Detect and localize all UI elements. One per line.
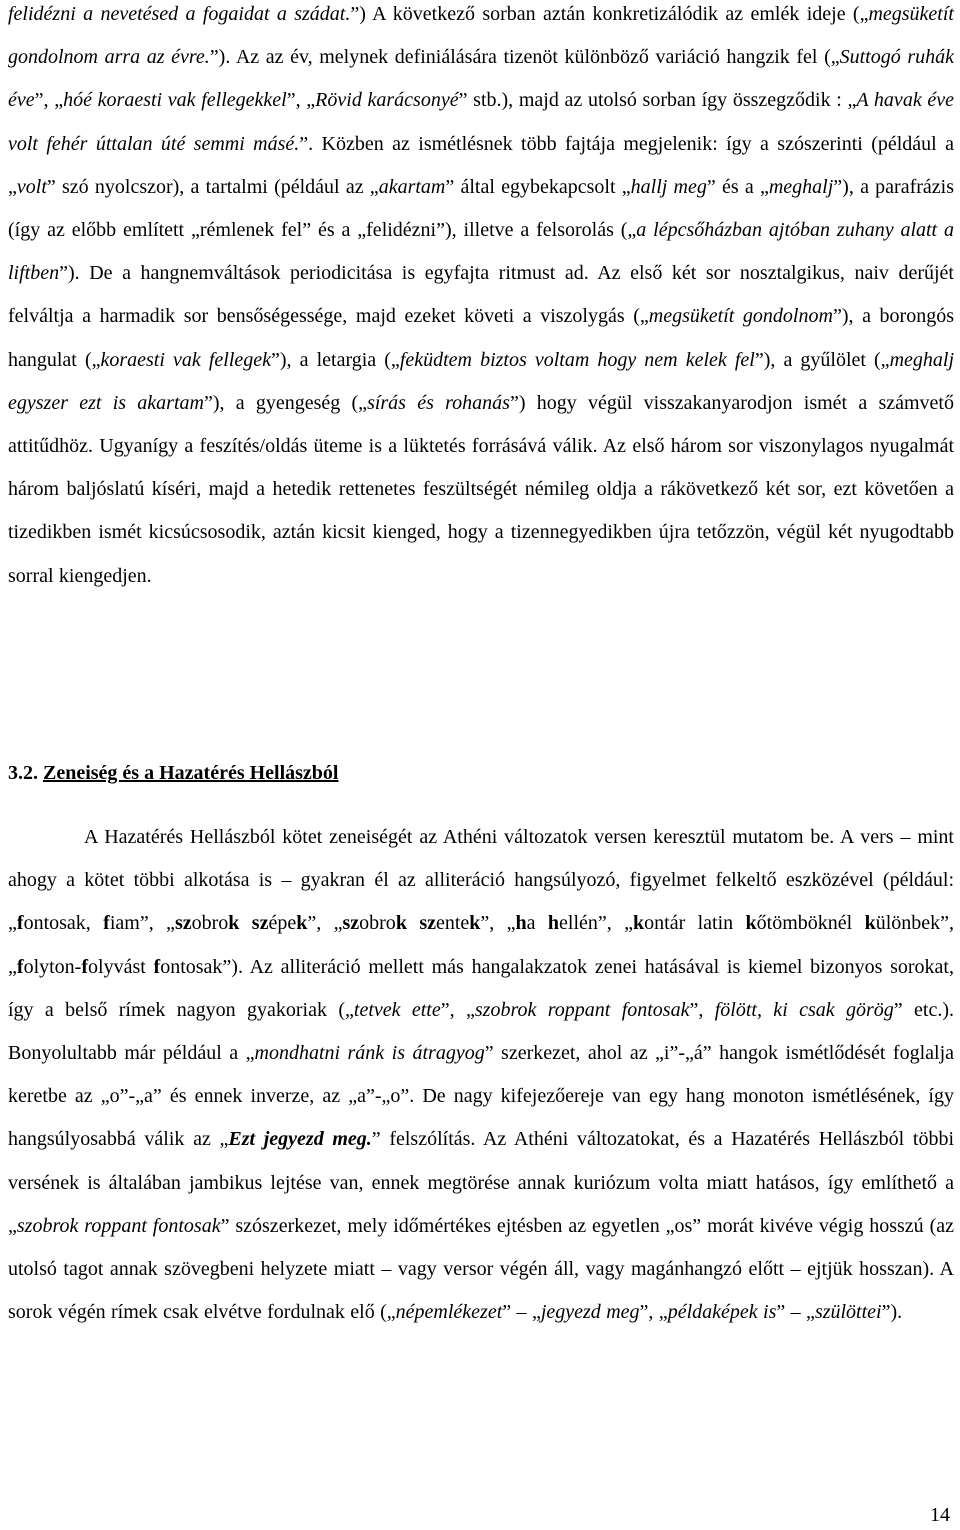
- body-paragraph-2: [8, 816, 954, 1334]
- section-number: 3.2.: [8, 762, 38, 784]
- body-paragraph-1: felidézni a nevetésed a fogaidat a szádat.”) A következő sorban aztán konkretizálódik az emlék ideje („megsüketít gondolnom arra az évre.”). Az az év, melynek definiálására tizenöt különböző variáció hangzik fel („Suttogó ruhák éve”, „hóé koraesti vak fellegekkel”, „Rövid karácsonyé” stb.), majd az utolsó sorban így összegződik : „A havak éve volt fehér úttalan úté semmi másé.”. Közben az ismétlésnek több fajtája megjelenik: így a szószerinti (például a „volt” szó nyolcszor), a tartalmi (például az „akartam” által egybekapcsolt „hallj meg” és a „meghalj”), a parafrázis (így az előbb említett „rémlenek fel” és a „felidézni”), illetve a felsorolás („a lépcsőházban ajtóban zuhany alatt a liftben”). De a hangnemváltások periodicitása is egyfajta ritmust ad. Az első két sor nosztalgikus, naiv derűjét felváltja a harmadik sor bensőségessége, majd ezeket követi a viszolygás („megsüketít gondolnom”), a borongós hangulat („koraesti vak fellegek”), a letargia („feküdtem biztos voltam hogy nem kelek fel”), a gyűlölet („meghalj egyszer ezt is akartam”), a gyengeség („sírás és rohanás”) hogy végül visszakanyarodjon ismét a számvető attitűdhöz. Ugyanígy a feszítés/oldás üteme is a lüktetés forrásává válik. Az első három sor viszonylagos nyugalmát három baljóslatú kíséri, majd a hetedik rettenetes feszültségét némileg oldja a rákövetkező két sor, ezt követően a tizedikben ismét kicsúcsosodik, aztán kicsit kienged, hogy a tizennegyedikben újra tetőzzön, végül két nyugodtabb sorral kiengedjen.: [8, 3, 955, 587]
- section-heading: [8, 752, 339, 795]
- section-title: Zeneiség és a Hazatérés Hellászból: [43, 762, 339, 784]
- page-number: 14: [930, 1504, 950, 1526]
- body-paragraph-2-text: A Hazatérés Hellászból kötet zeneiségét az Athéni változatok versen keresztül mutatom be. A vers – mint ahogy a kötet többi alkotása is – gyakran él az alliteráció hangsúlyozó, figyelmet felkeltő eszközével (például: „fontosak, fiam”, „szobrok szépek”, „szobrok szentek”, „ha hellén”, „kontár latin kőtömböknél különbek”, „folyton-folyvást fontosak”). Az alliteráció mellett más hangalakzatok zenei hatásával is kiemel bizonyos sorokat, így a belső rímek nagyon gyakoriak („tetvek ette”, „szobrok roppant fontosak”, fölött, ki csak görög” etc.). Bonyolultabb már például a „mondhatni ránk is átragyog” szerkezet, ahol az „i”-„á” hangok ismétlődését foglalja keretbe az „o”-„a” és ennek inverze, az „a”-„o”. De nagy kifejezőereje van egy hang monoton ismétlésének, így hangsúlyosabbá válik az „Ezt jegyezd meg.” felszólítás. Az Athéni változatokat, és a Hazatérés Hellászból többi versének is általában jambikus lejtése van, ennek megtörése annak kuriózum volta miatt hatásos, így említhető a „szobrok roppant fontosak” szószerkezet, mely időmértékes ejtésben az egyetlen „os” morát kivéve végig hosszú (az utolsó tagot annak szövegbeni helyzete miatt – vagy versor végén áll, vagy magánhangzó előtt – ejtjük hosszan). A sorok végén rímek csak elvétve fordulnak elő („népemlékezet” – „jegyezd meg”, „példaképek is” – „szülöttei”).: [8, 826, 955, 1324]
- document-page: [8, 0, 956, 1530]
